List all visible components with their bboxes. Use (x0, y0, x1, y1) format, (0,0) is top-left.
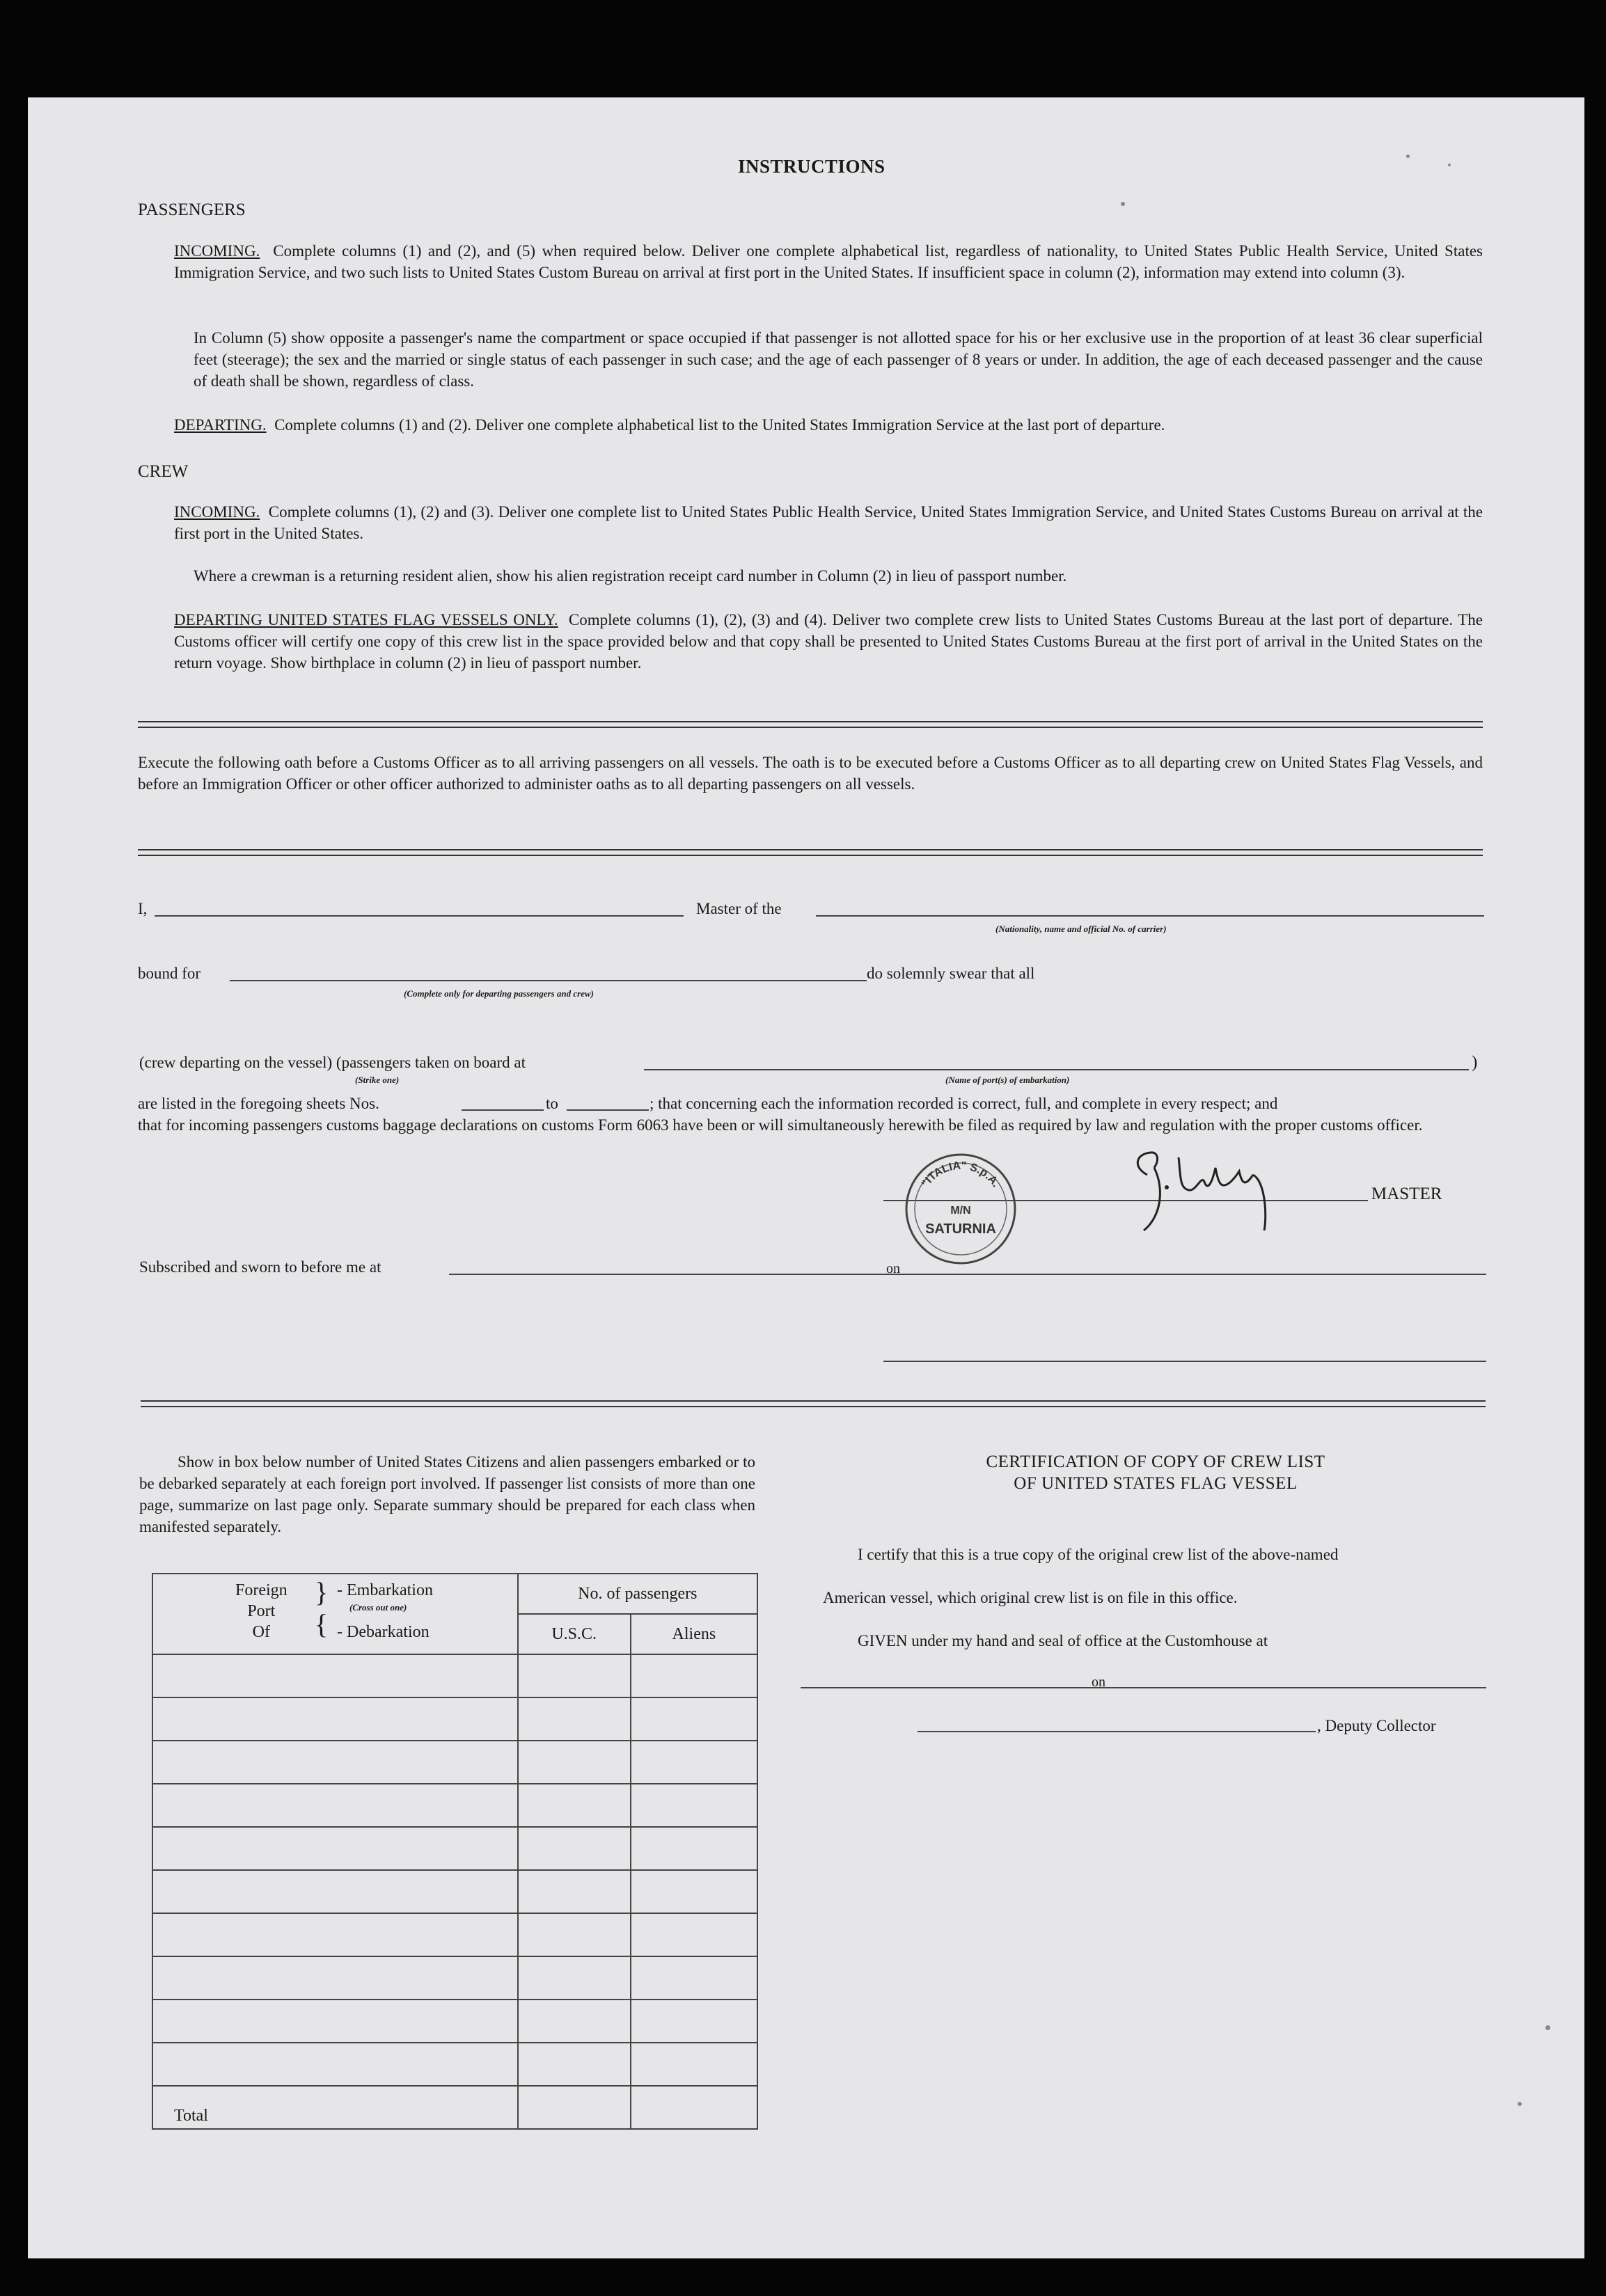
deputy-collector-label: , Deputy Collector (1317, 1717, 1436, 1734)
passengers-column5-paragraph: In Column (5) show opposite a passenger's name the compartment or space occupied if that passenger is not allotted space for his or her exclusive use in the proportion of at least 36 clear superficial feet (steerage); the sex and the married or single status of each passenger in such case; and the age of each passenger of 8 years or under. In addition, the age of each deceased passenger and the cause of death shall be shown, regardless of class. (194, 329, 1483, 390)
table-row (152, 1741, 757, 1784)
listed-post: ; that concerning each the information recorded is correct, full, and complete in every respect; and (650, 1095, 1278, 1112)
port-cell[interactable] (152, 1956, 518, 2000)
aliens-cell[interactable] (631, 1654, 757, 1697)
divider (138, 727, 1483, 728)
strike-caption: (Strike one) (355, 1075, 400, 1085)
port-cell[interactable] (152, 1697, 518, 1741)
table-row (152, 2043, 757, 2086)
ship-stamp (902, 1150, 1020, 1268)
aliens-cell[interactable] (631, 1913, 757, 1956)
nationality-caption: (Nationality, name and official No. of carrier) (995, 924, 1167, 934)
passenger-summary-table (152, 1573, 758, 2130)
certify-line3: GIVEN under my hand and seal of office at the Customhouse at (858, 1632, 1268, 1649)
no-passengers-header: No. of passengers (518, 1574, 757, 1614)
close-paren: ) (1472, 1053, 1478, 1072)
stamp-line2: M/N (950, 1205, 971, 1217)
crew-departing-paragraph (174, 609, 1483, 674)
usc-cell[interactable] (518, 2043, 631, 2086)
swear-text: do solemnly swear that all (867, 965, 1035, 982)
document-page (28, 97, 1584, 2258)
cross-out-caption: (Cross out one) (349, 1602, 407, 1613)
table-row (152, 1784, 757, 1827)
subscribed-date-field[interactable] (908, 1274, 1486, 1275)
debarkation-label: - Debarkation (337, 1623, 430, 1641)
subscribed-label: Subscribed and sworn to before me at (139, 1258, 381, 1276)
table-row (152, 1956, 757, 2000)
brace-symbol: { (315, 1608, 329, 1640)
cert-date-field[interactable] (1110, 1687, 1486, 1688)
listed-to: to (546, 1095, 558, 1112)
oath-intro: Execute the following oath before a Customs Officer as to all arriving passengers on all vessels. The oath is to be executed before a Customs Officer as to all departing crew on United States Flag Vessels, and before an Immigration Officer or other officer authorized to administer oaths as to all departing passengers on all vessels. (138, 754, 1483, 793)
foreign-label: Foreign (235, 1581, 288, 1599)
aliens-cell[interactable] (631, 1956, 757, 2000)
subscribed-on-label: on (886, 1261, 900, 1276)
scan-speck (1545, 2025, 1550, 2030)
certification-title-line1: CERTIFICATION OF COPY OF CREW LIST (986, 1452, 1325, 1471)
usc-cell[interactable] (518, 2000, 631, 2043)
oath-i-label: I, (138, 900, 148, 917)
table-row (152, 1870, 757, 1913)
port-cell[interactable] (152, 2043, 518, 2086)
listed-rest: that for incoming passengers customs baggage declarations on customs Form 6063 have been or will simultaneously herewith be filed as required by law and regulation with the proper customs officer. (138, 1116, 1423, 1134)
scan-speck (1121, 202, 1125, 206)
master-name-field[interactable] (155, 915, 684, 917)
port-cell[interactable] (152, 1870, 518, 1913)
of-label: Of (252, 1623, 270, 1641)
aliens-cell[interactable] (631, 2000, 757, 2043)
summary-intro: Show in box below number of United States Citizens and alien passengers embarked or to be debarked separately at each foreign port involved. If passenger list consists of more than one page, summarize on last page only. Separate summary should be prepared for each class when manifested separately. (139, 1453, 755, 1535)
port-cell[interactable] (152, 2000, 518, 2043)
aliens-cell[interactable] (631, 2043, 757, 2086)
aliens-cell[interactable] (631, 1870, 757, 1913)
customhouse-field[interactable] (801, 1687, 1121, 1688)
port-cell[interactable] (152, 1784, 518, 1827)
certification-title (814, 1451, 1497, 1494)
usc-cell[interactable] (518, 1741, 631, 1784)
crew-incoming-text: Complete columns (1), (2) and (3). Deliver one complete list to United States Public Health Service, United States Immigration Service, and United States Customs Bureau on arrival at the first port in the United States. (174, 503, 1483, 542)
usc-cell[interactable] (518, 1654, 631, 1697)
table-row (152, 2000, 757, 2043)
bound-for-caption: (Complete only for departing passengers and crew) (404, 988, 594, 999)
table-row (152, 1827, 757, 1870)
crew-resident-paragraph: Where a crewman is a returning resident alien, show his alien registration receipt card number in Column (2) in lieu of passport number. (194, 567, 1067, 585)
port-cell[interactable] (152, 1913, 518, 1956)
divider (138, 855, 1483, 856)
sheet-to-field[interactable] (567, 1109, 649, 1111)
vessel-field[interactable] (816, 915, 1484, 917)
brace-symbol: } (315, 1576, 329, 1608)
passengers-departing-paragraph (174, 414, 1483, 436)
divider (138, 849, 1483, 850)
aliens-cell[interactable] (631, 1827, 757, 1870)
scan-speck (1518, 2102, 1522, 2106)
sheet-from-field[interactable] (462, 1109, 544, 1111)
stamp-line3: SATURNIA (925, 1221, 996, 1237)
aliens-cell[interactable] (631, 1697, 757, 1741)
crew-incoming-label: INCOMING. (174, 503, 260, 521)
stamp-line1: "ITALIA" S.p.A. (919, 1159, 1002, 1190)
table-row (152, 1697, 757, 1741)
usc-cell[interactable] (518, 1784, 631, 1827)
usc-cell[interactable] (518, 1870, 631, 1913)
table-row (152, 1654, 757, 1697)
foreign-port-header (152, 1574, 518, 1654)
certify-line2: American vessel, which original crew list is on file in this office. (823, 1589, 1238, 1606)
scan-speck (1448, 164, 1451, 166)
passengers-incoming-text: Complete columns (1) and (2), and (5) when required below. Deliver one complete alphabetical list, regardless of nationality, to United States Public Health Service, United States Immigration Service, and two such lists to United States Custom Bureau on arrival at first port in the United States. If insufficient space in column (2), information may extend into column (3). (174, 242, 1483, 281)
passengers-heading: PASSENGERS (138, 200, 246, 219)
bound-for-field[interactable] (230, 980, 867, 981)
usc-header: U.S.C. (518, 1614, 631, 1654)
table-row (152, 1913, 757, 1956)
usc-cell[interactable] (518, 1697, 631, 1741)
divider (138, 721, 1483, 722)
certification-title-line2: OF UNITED STATES FLAG VESSEL (1014, 1474, 1298, 1493)
port-label: Port (247, 1602, 276, 1620)
usc-cell[interactable] (518, 1827, 631, 1870)
total-label: Total (152, 2086, 518, 2129)
usc-cell[interactable] (518, 1956, 631, 2000)
port-cell[interactable] (152, 1741, 518, 1784)
divider (141, 1400, 1486, 1402)
embarkation-label: - Embarkation (337, 1581, 433, 1599)
crew-incoming-paragraph (174, 501, 1483, 544)
crew-departing-text: Complete columns (1), (2), (3) and (4). Deliver two complete crew lists to United States Customs Bureau at the last port of departure. The Customs officer will certify one copy of this crew list in the space provided below and that copy shall be presented to United States Customs Bureau at the first port of arrival in the United States on the return voyage. Show birthplace in column (2) in lieu of passport number. (174, 611, 1483, 672)
port-cell[interactable] (152, 1827, 518, 1870)
master-label: MASTER (1371, 1185, 1442, 1203)
certify-line1: I certify that this is a true copy of the original crew list of the above-named (858, 1546, 1339, 1563)
usc-cell[interactable] (518, 1913, 631, 1956)
aliens-header: Aliens (631, 1614, 757, 1654)
passengers-departing-label: DEPARTING. (174, 416, 267, 434)
aliens-cell[interactable] (631, 1741, 757, 1784)
crew-departing-text: (crew departing on the vessel) (passengers taken on board at (139, 1054, 526, 1071)
listed-pre: are listed in the foregoing sheets Nos. (138, 1095, 379, 1112)
crew-heading: CREW (138, 462, 189, 481)
subscribed-place-field[interactable] (449, 1274, 908, 1275)
divider (141, 1406, 1486, 1407)
scan-speck (1406, 155, 1410, 158)
crew-departing-label: DEPARTING UNITED STATES FLAG VESSELS ONLY. (174, 611, 558, 628)
master-signature (1126, 1140, 1286, 1237)
bound-for-label: bound for (138, 965, 201, 982)
ports-embarkation-field[interactable] (644, 1069, 1469, 1070)
port-cell[interactable] (152, 1654, 518, 1697)
cert-on-label: on (1092, 1675, 1105, 1690)
master-of-label: Master of the (696, 900, 782, 917)
passengers-incoming-paragraph (174, 240, 1483, 283)
total-row (152, 2086, 757, 2129)
page-title: INSTRUCTIONS (738, 156, 885, 177)
aliens-total-cell[interactable] (631, 2086, 757, 2129)
usc-total-cell[interactable] (518, 2086, 631, 2129)
aliens-cell[interactable] (631, 1784, 757, 1827)
ports-caption: (Name of port(s) of embarkation) (945, 1075, 1070, 1085)
deputy-signature-field[interactable] (918, 1731, 1316, 1732)
passengers-departing-text: Complete columns (1) and (2). Deliver one complete alphabetical list to the United States Immigration Service at the last port of departure. (274, 416, 1165, 434)
passengers-incoming-label: INCOMING. (174, 242, 260, 260)
svg-text:"ITALIA" S.p.A. (920, 1160, 1002, 1189)
officer-signature-field[interactable] (883, 1361, 1486, 1362)
